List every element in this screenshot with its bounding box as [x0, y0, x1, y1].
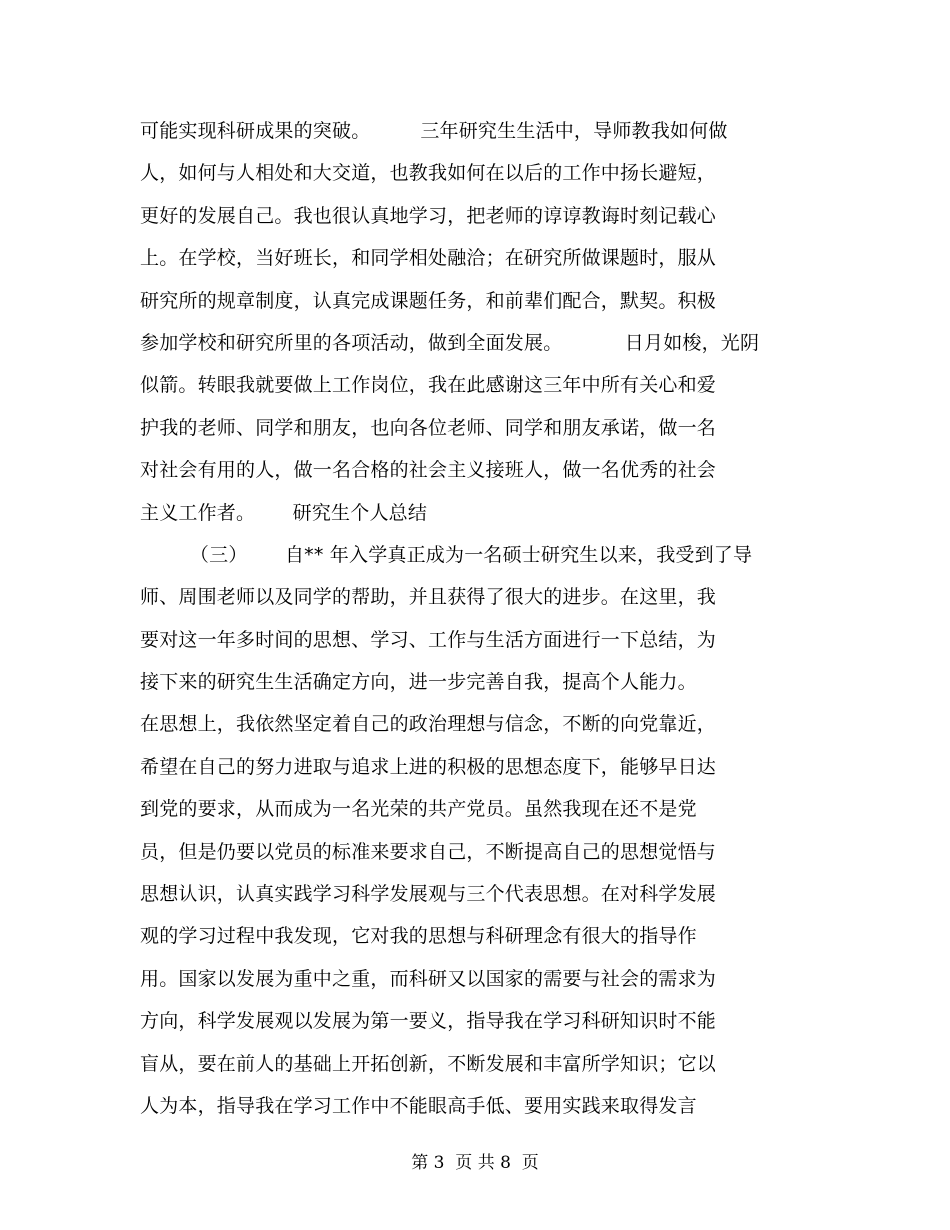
- text-line: 人，如何与人相处和大交道，也教我如何在以后的工作中扬长避短，: [140, 162, 717, 185]
- text-line: 可能实现科研成果的突破。 三年研究生生活中，导师教我如何做: [140, 120, 728, 142]
- body-text: [140, 110, 800, 1127]
- text-line: 盲从，要在前人的基础上开拓创新，不断发展和丰富所学知识；它以: [140, 1052, 717, 1075]
- text-line: 师、周围老师以及同学的帮助，并且获得了很大的进步。在这里，我: [140, 586, 717, 609]
- text-line: 用。国家以发展为重中之重，而科研又以国家的需要与社会的需求为: [140, 967, 717, 990]
- text-line: 更好的发展自己。我也很认真地学习，把老师的谆谆教诲时刻记载心: [140, 204, 717, 227]
- text-line: 似箭。转眼我就要做上工作岗位，我在此感谢这三年中所有关心和爱: [140, 374, 717, 397]
- text-line: 研究所的规章制度，认真完成课题任务，和前辈们配合，默契。积极: [140, 289, 717, 312]
- text-line: 人为本，指导我在学习工作中不能眼高手低、要用实践来取得发言: [140, 1094, 697, 1117]
- text-line: 员，但是仍要以党员的标准来要求自己，不断提高自己的思想觉悟与: [140, 840, 717, 863]
- text-line: 接下来的研究生生活确定方向，进一步完善自我，提高个人能力。: [140, 671, 697, 694]
- text-line: 在思想上，我依然坚定着自己的政治理想与信念，不断的向党靠近，: [140, 713, 717, 736]
- page-number-footer: 第 3 页 共 8 页: [411, 1153, 539, 1173]
- text-line: 希望在自己的努力进取与追求上进的积极的思想态度下，能够早日达: [140, 755, 717, 778]
- text-line: 护我的老师、同学和朋友，也向各位老师、同学和朋友承诺，做一名: [140, 416, 717, 439]
- text-line: 主义工作者。 研究生个人总结: [140, 501, 428, 524]
- text-line: 要对这一年多时间的思想、学习、工作与生活方面进行一下总结，为: [140, 628, 717, 651]
- text-line: 参加学校和研究所里的各项活动，做到全面发展。 日月如梭，光阴: [140, 331, 760, 354]
- text-line: 对社会有用的人，做一名合格的社会主义接班人，做一名优秀的社会: [140, 459, 717, 482]
- text-line: 上。在学校，当好班长，和同学相处融洽；在研究所做课题时，服从: [140, 247, 717, 270]
- text-line: 方向，科学发展观以发展为第一要义，指导我在学习科研知识时不能: [140, 1010, 717, 1033]
- text-line: 观的学习过程中我发现，它对我的思想与科研理念有很大的指导作: [140, 925, 697, 948]
- text-line: 到党的要求，从而成为一名光荣的共产党员。虽然我现在还不是党: [140, 798, 697, 821]
- text-line: 思想认识，认真实践学习科学发展观与三个代表思想。在对科学发展: [140, 883, 717, 906]
- text-line: （三） 自** 年入学真正成为一名硕士研究生以来，我受到了导: [140, 543, 753, 566]
